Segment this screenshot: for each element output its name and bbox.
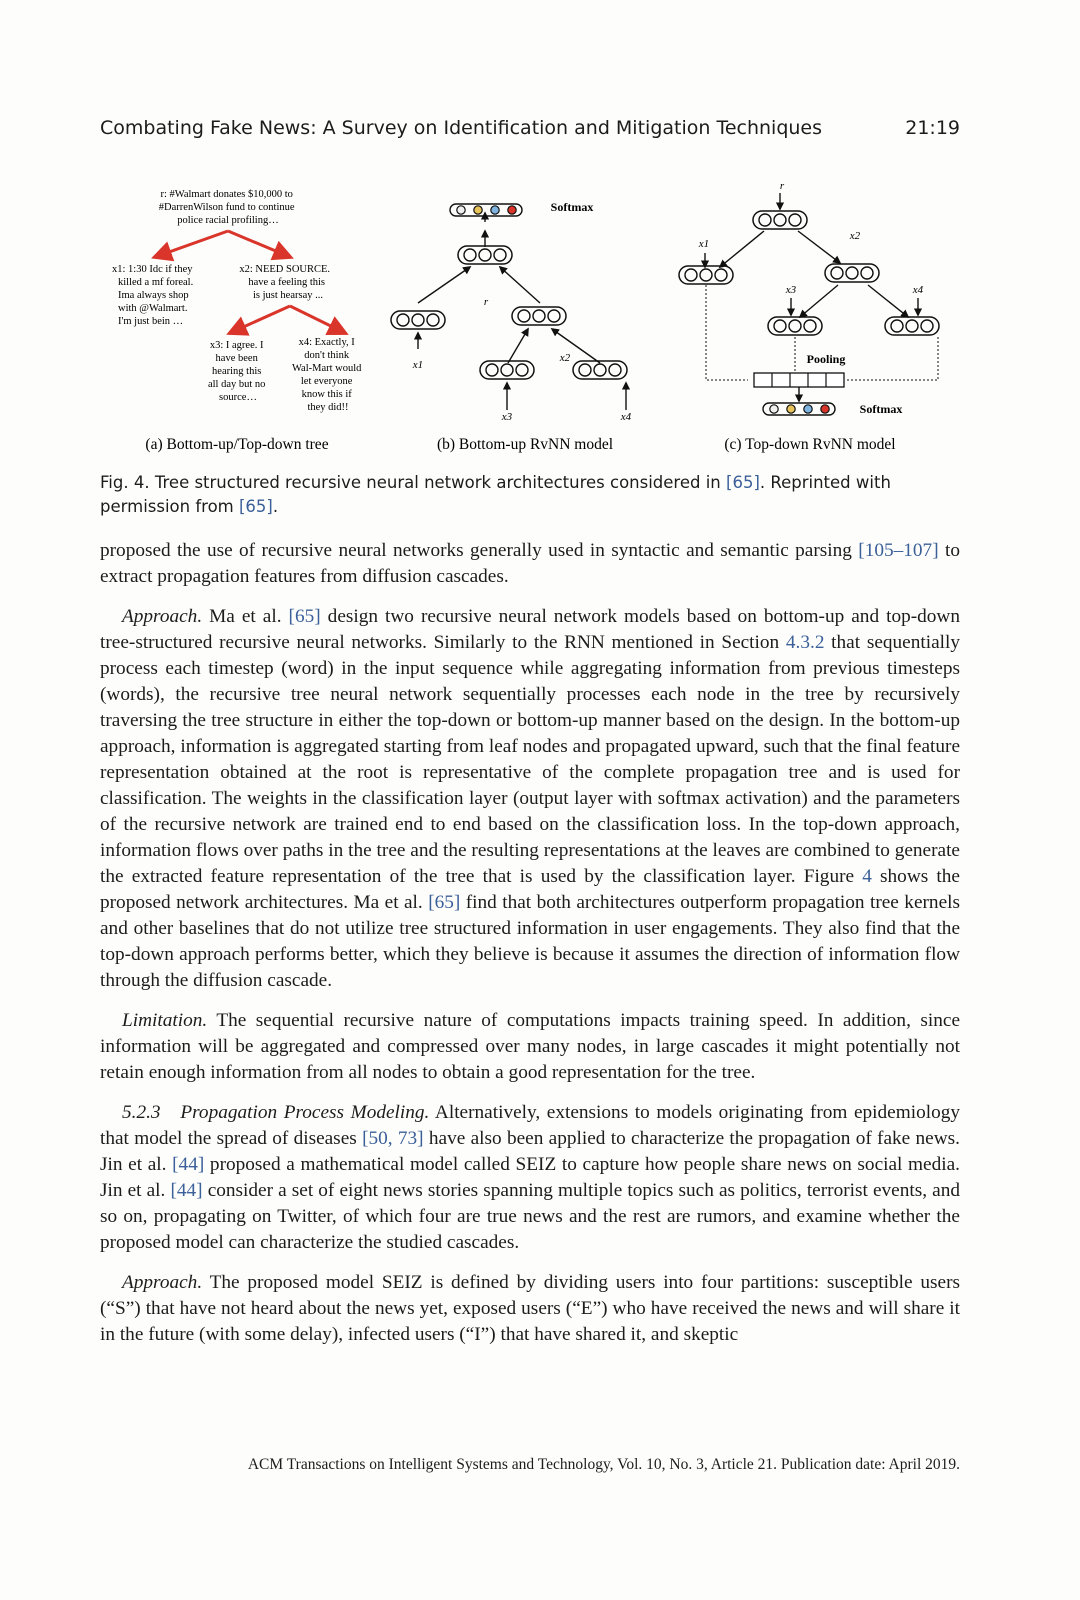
panel-c-top-down — [679, 180, 939, 416]
pooling-layer-icon — [754, 373, 844, 387]
reply-x3-text: x3: I agree. I have been hearing this all day but no source… — [207, 340, 266, 403]
arrow-x2-x3 — [230, 306, 290, 333]
paragraph: Approach. Ma et al. [65] design two recursive neural network models based on bottom-up and top-down tree-structured recursive neural networks. Similarly to the RNN mentioned in Section 4.3.2 that sequentially process each timestep (word) in the input sequence while aggregating information from previous timesteps (words), the recursive tree neural network sequentially processes each node in the tree by recursively traversing the tree structure in either the top-down or bottom-up manner based on the design. In the bottom-up approach, information is aggregated starting from leaf nodes and propagated upward, such that the final feature representation obtained at the root is representative of the complete propagation tree and is used for classification. The weights in the classification layer (output layer with softmax activation) and the parameters of the recursive network are trained end to end based on the classification loss. In the top-down approach, information flows over paths in the tree and the resulting representations at the leaves are combined to generate the extracted feature representation of the tree that is used by the classification layer. Figure 4 shows the proposed network architectures. Ma et al. [65] find that both architectures outperform propagation tree kernels and other baselines that do not utilize tree structured information in user engagements. They also find that the top-down approach performs better, which they believe is because it assumes the direction of information flow through the diffusion cascade. — [100, 606, 960, 991]
running-header — [100, 117, 960, 145]
c-root-node-icon — [753, 211, 807, 229]
citation-link[interactable]: [44] — [170, 1180, 203, 1201]
panel-a-caption: (a) Bottom-up/Top-down tree — [145, 436, 329, 453]
c-x2-label: x2 — [849, 230, 861, 242]
panel-c-caption: (c) Top-down RvNN model — [724, 436, 896, 453]
panel-b-bottom-up — [391, 200, 632, 423]
figure-link[interactable]: 4 — [862, 866, 872, 887]
x2-label: x2 — [559, 352, 571, 364]
root-post-text: r: #Walmart donates $10,000 to #DarrenWilson fund to continue police racial profiling… — [158, 189, 295, 226]
x1-node-icon — [391, 311, 445, 329]
citation-link[interactable]: [44] — [172, 1154, 205, 1175]
paragraph: Approach. The proposed model SEIZ is defined by dividing users into four partitions: susceptible users (“S”) that have not heard about the news yet, exposed users (“E”) who have received the news and will share it in the future (with some delay), infected users (“I”) that have shared it, and skeptic — [100, 1272, 960, 1345]
body-text — [100, 538, 960, 1362]
paragraph: Limitation. The sequential recursive nature of computations impacts training speed. In addition, since information will be aggregated and compressed over many nodes, in large cascades it might potentially not retain enough information from all nodes to obtain a good representation for the tree. — [100, 1010, 960, 1083]
citation-link[interactable]: [105–107] — [858, 540, 939, 561]
x3-node-icon — [480, 361, 534, 379]
panel-b-caption: (b) Bottom-up RvNN model — [436, 436, 614, 453]
c-x1-node-icon — [679, 266, 733, 284]
citation-link[interactable]: [65] — [288, 606, 321, 627]
c-x1-label: x1 — [698, 238, 710, 250]
c-softmax-layer-icon — [763, 403, 835, 415]
citation-link[interactable]: [65] — [428, 892, 461, 913]
reply-x1-text: x1: 1:30 Idc if they killed a mf foreal. Ima always shop with @Walmart. I'm just bein … — [112, 264, 194, 327]
page-number: 21:19 — [905, 117, 960, 139]
figure-4-graphic — [100, 175, 960, 465]
figure-label: Fig. 4. — [100, 473, 150, 492]
subsection-paragraph: 5.2.3 Propagation Process Modeling. Alternatively, extensions to models originating from epidemiology that model the spread of diseases [50, 73] have also been applied to characterize the propagation of fake news. Jin et al. [44] proposed a mathematical model called SEIZ to capture how people share news on social media. Jin et al. [44] consider a set of eight news stories spanning multiple topics such as politics, terrorist events, and so on, propagating on Twitter, of which four are true news and the rest are rumors, and examine whether the proposed model can characterize the studied cascades. — [100, 1102, 960, 1253]
x3-label: x3 — [501, 411, 513, 423]
paragraph-lead: Limitation. — [122, 1010, 208, 1031]
c-r-label: r — [779, 180, 785, 192]
arrow-root-x1 — [155, 231, 228, 257]
arrow-root-x2 — [228, 231, 290, 257]
citation-link[interactable]: [65] — [239, 497, 273, 516]
x4-label: x4 — [620, 411, 632, 423]
c-x3-node-icon — [768, 317, 822, 335]
paragraph-lead: Approach. — [122, 1272, 203, 1293]
c-x4-node-icon — [885, 317, 939, 335]
citation-link[interactable]: [50, 73] — [362, 1128, 424, 1149]
pooling-label: Pooling — [806, 352, 846, 366]
x2-node-icon — [512, 307, 566, 325]
arrow-x2-x4 — [290, 306, 345, 333]
root-node-icon — [458, 246, 512, 264]
paragraph: proposed the use of recursive neural networks generally used in syntactic and semantic parsing [105–107] to extract propagation features from diffusion cascades. — [100, 540, 960, 587]
figure-4 — [100, 175, 960, 465]
citation-link[interactable]: [65] — [726, 473, 760, 492]
subsection-number: 5.2.3 — [122, 1102, 161, 1123]
subsection-title: Propagation Process Modeling. — [180, 1102, 430, 1123]
softmax-layer-icon — [450, 204, 522, 216]
reply-x4-text: x4: Exactly, I don't think Wal-Mart would let everyone know this if they did!! — [291, 337, 362, 413]
c-softmax-label: Softmax — [859, 402, 903, 416]
c-x3-label: x3 — [785, 284, 797, 296]
c-x4-label: x4 — [912, 284, 924, 296]
softmax-label: Softmax — [550, 200, 594, 214]
section-link[interactable]: 4.3.2 — [785, 632, 825, 653]
x4-node-icon — [573, 361, 627, 379]
c-x2-node-icon — [825, 264, 879, 282]
figure-caption: Fig. 4. Tree structured recursive neural network architectures considered in [65]. Reprinted with permission from [65]. — [100, 473, 891, 516]
panel-a-tree — [112, 189, 364, 413]
x1-label: x1 — [412, 359, 424, 371]
paragraph-lead: Approach. — [122, 606, 203, 627]
running-title: Combating Fake News: A Survey on Identification and Mitigation Techniques — [100, 117, 823, 139]
r-label: r — [483, 296, 489, 308]
journal-footer: ACM Transactions on Intelligent Systems and Technology, Vol. 10, No. 3, Article 21. Publication date: April 2019. — [247, 1456, 960, 1473]
reply-x2-text: x2: NEED SOURCE. have a feeling this is just hearsay ... — [239, 264, 331, 301]
